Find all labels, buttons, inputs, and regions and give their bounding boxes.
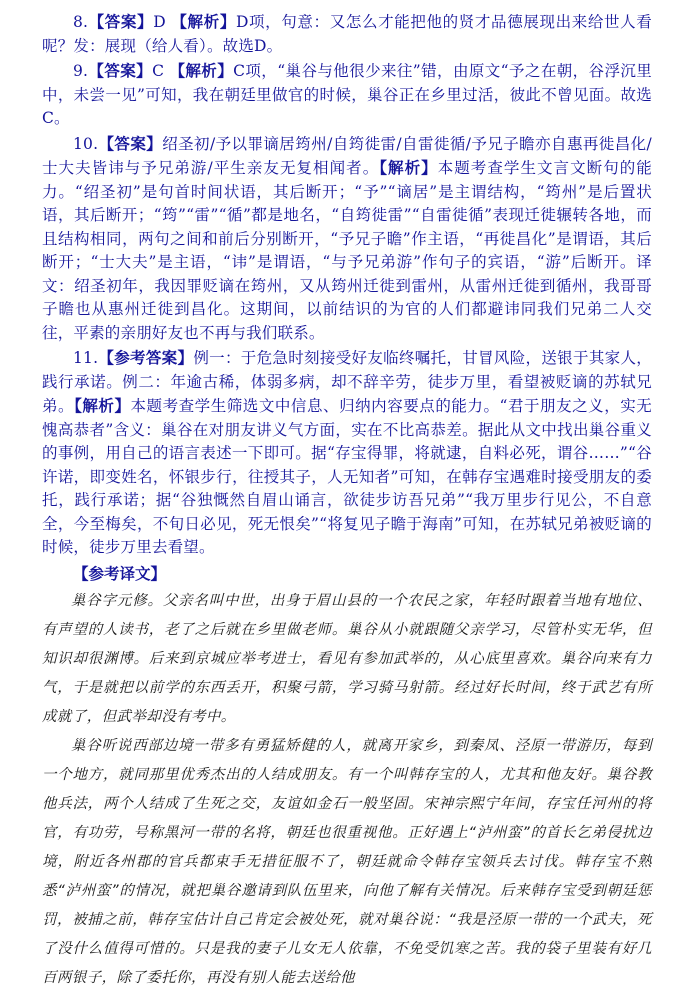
answer-tag: 【答案】 [88, 61, 153, 80]
analysis-tag: 【解析】 [379, 158, 438, 177]
answer-10 [42, 132, 652, 346]
answer-examples: 例一：于危急时刻接受好友临终嘱托，甘冒风险，送银于其家人，践行承诺。例二：年逾古稀，体弱多病，却不辞辛劳，徒步万里，看望被贬谪的苏轼兄弟。 [42, 349, 652, 415]
answer-choice: D [153, 13, 166, 31]
translation-heading: 【参考译文】 [73, 563, 167, 583]
translation-paragraph-1: 巢谷字元修。父亲名叫中世，出身于眉山县的一个农民之家，年轻时跟着当地有地位、有声望的人读书，老了之后就在乡里做老师。巢谷从小就跟随父亲学习，尽管朴实无华，但知识却很渊博。后来到京城应举考进士，看见有参加武举的，从心底里喜欢。巢谷向来有力气，于是就把以前学的东西丢开，积聚弓箭，学习骑马射箭。经过好长时间，终于武艺有所成就了，但武举却没有考中。 [42, 592, 652, 725]
answer-number: 10. [73, 134, 99, 153]
answer-11 [42, 346, 652, 560]
answer-8 [42, 10, 652, 58]
answer-number: 11. [73, 349, 99, 367]
translation-paragraph-2: 巢谷听说西部边境一带多有勇猛矫健的人，就离开家乡，到秦凤、泾原一带游历，每到一个地方，就同那里优秀杰出的人结成朋友。有一个叫韩存宝的人，尤其和他友好。巢谷教他兵法，两个人结成了生死之交，友谊如金石一般坚固。宋神宗熙宁年间，存宝任河州的将官，有功劳，号称黑河一带的名将，朝廷也很重视他。正好遇上“泸州蛮”的首长乞弟侵扰边境，附近各州郡的官兵都束手无措征服不了，朝廷就命令韩存宝领兵去讨伐。韩存宝不熟悉“泸州蛮”的情况，就把巢谷邀请到队伍里来，向他了解有关情况。后来韩存宝受到朝廷惩罚，被捕之前，韩存宝估计自己肯定会被处死，就对巢谷说：“我是泾原一带的一个武夫，死了没什么值得可惜的。只是我的妻子儿女无人依靠，不免受饥寒之苦。我的袋子里装有好几百两银子，除了委托你，再没有别人能去送给他 [42, 737, 652, 986]
answer-tag: 【答案】 [88, 12, 154, 31]
answer-number: 8. [73, 13, 89, 31]
analysis-tag: 【解析】 [74, 396, 131, 415]
answer-tag: 【参考答案】 [98, 348, 194, 367]
analysis-text: 本题考查学生文言文断句的能力。“绍圣初”是句首时间状语，其后断开；“予”“谪居”是主谓结构，“筠州”是后置状语，其后断开；“筠”“雷”“循”都是地名，“自筠徙雷”“自雷徙循”表现迁徙辗转各地，而且结构相同，两句之间和前后分别断开，“予兄子瞻”作主语，“再徙昌化”是谓语，其后断开；“士大夫”是主语，“讳”是谓语，“与予兄弟游”作句子的宾语，“游”后断开。译文：绍圣初年，我因罪贬谪在筠州，又从筠州迁徙到雷州，从雷州迁徙到循州，我哥哥子瞻也从惠州迁徙到昌化。这期间，以前结识的为官的人们都避讳同我们兄弟二人交往，平素的亲朋好友也不再与我们联系。 [42, 159, 652, 342]
analysis-text: D项，句意：又怎么才能把他的贤才品德展现出来给世人看呢？发：展现（给人看）。故选D。 [42, 13, 652, 55]
analysis-tag: 【解析】 [171, 12, 236, 31]
answer-sentence-division: 绍圣初/予以罪谪居筠州/自筠徙雷/自雷徙循/予兄子瞻亦自惠再徙昌化/士大夫皆讳与予兄弟游/平生亲友无复相闻者。 [42, 134, 652, 177]
answer-tag: 【答案】 [98, 133, 163, 153]
answer-choice: C [152, 62, 165, 80]
analysis-tag: 【解析】 [169, 61, 234, 80]
answer-number: 9. [73, 62, 89, 80]
analysis-text: 本题考查学生筛选文中信息、归纳内容要点的能力。“君于朋友之义，实无愧高恭者”含义：巢谷在对朋友讲义气方面，实在不比高恭差。据此从文中找出巢谷重义的事例，用自己的语言表述一下即可。据“存宝得罪，将就逮，自料必死，谓谷……”“谷许诺，即变姓名，怀银步行，往授其子，人无知者”可知，在韩存宝遇难时接受朋友的委托，践行承诺；据“谷独慨然自眉山诵言，欲徒步访吾兄弟”“我万里步行见公，不自意全，今至梅矣，不旬日必见，死无恨矣”“将复见子瞻于海南”可知，在苏轼兄弟被贬谪的时候，徒步万里去看望。 [42, 397, 652, 556]
analysis-text: C项，“巢谷与他很少来往”错，由原文“予之在朝，谷浮沉里中，未尝一见”可知，我在朝廷里做官的时候，巢谷正在乡里过活，彼此不曾见面。故选C。 [42, 62, 652, 127]
answer-9 [42, 59, 652, 131]
